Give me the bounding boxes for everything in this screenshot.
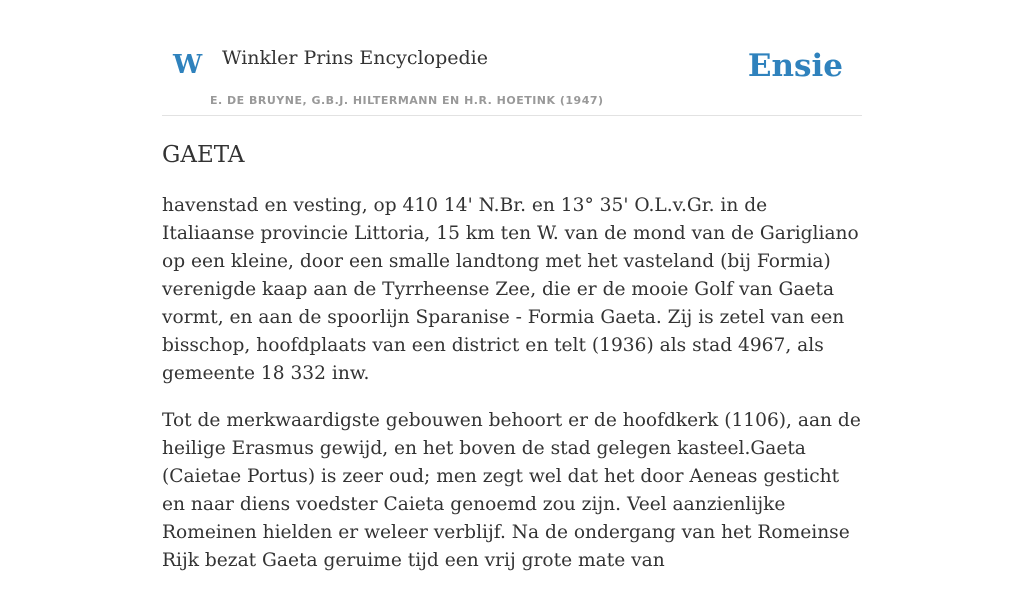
publication-title[interactable]: Winkler Prins Encyclopedie (222, 47, 488, 69)
article-paragraph: Tot de merkwaardigste gebouwen behoort er de hoofdkerk (1106), aan de heilige Erasmus gewijd, en het boven de stad gelegen kasteel.Gaeta (Caietae Portus) is zeer oud; men zegt wel dat het door Aeneas gesticht en naar diens voedster Caieta genoemd zou zijn. Veel aanzienlijke Romeinen hielden er weleer verblijf. Na de ondergang van het Romeinse Rijk bezat Gaeta geruime tijd een vrij grote mate van (162, 410, 861, 571)
ensie-brand-logo[interactable]: Ensie (747, 48, 843, 84)
article-title: GAETA (162, 142, 245, 168)
article-paragraph: havenstad en vesting, op 410 14' N.Br. en 13° 35' O.L.v.Gr. in de Italiaanse provincie Littoria, 15 km ten W. van de mond van de Garigliano op een kleine, door een smalle landtong met het vasteland (bij Formia) verenigde kaap aan de Tyrrheense Zee, die er de mooie Golf van Gaeta vormt, en aan de spoorlijn Sparanise - Formia Gaeta. Zij is zetel van een bisschop, hoofdplaats van een district en telt (1936) als stad 4967, als gemeente 18 332 inw. (162, 195, 859, 384)
article-body (162, 192, 862, 594)
site-header (162, 40, 862, 116)
publication-authors: E. DE BRUYNE, G.B.J. HILTERMANN EN H.R. HOETINK (1947) (210, 94, 604, 107)
winkler-prins-logo-icon[interactable]: W (173, 50, 203, 80)
